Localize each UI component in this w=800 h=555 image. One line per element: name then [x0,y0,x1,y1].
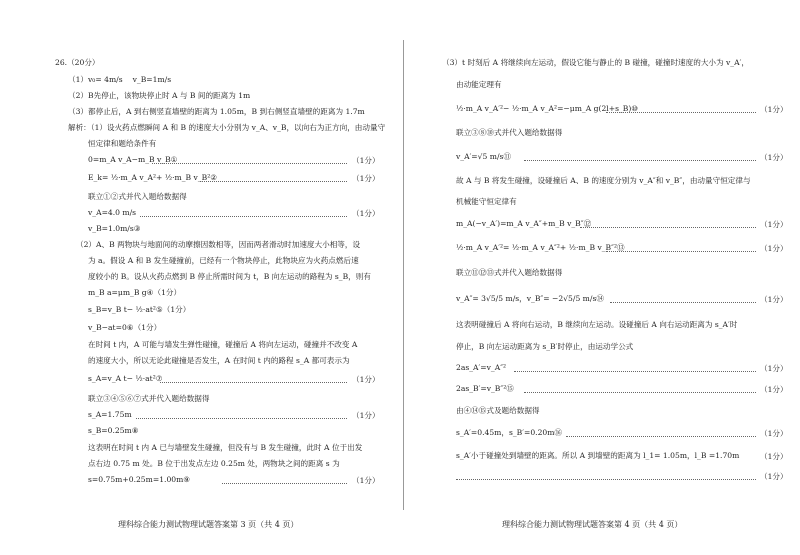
equation-10: ½·m_A v_A′²− ½·m_A v_A²=−μm_A g(2l+s_B)⑩ [456,104,639,113]
leader-dots [606,112,756,113]
result-line: s_A=1.75m [88,410,132,419]
equation-15: 2as_B′=v_B″²⑮ [456,384,514,393]
result-line: s=0.75m+0.25m=1.00m⑨ [88,475,191,484]
solution-line: 由④⑭⑮式及题给数据得 [456,406,540,415]
leader-dots [222,483,347,484]
leader-dots [514,371,756,372]
solution-line: s_A′小于碰撞处到墙壁的距离。所以 A 到墙壁的距离为 l_1= 1.05m，l_B =1.70m [456,451,740,460]
solution-line: （3）t 时刻后 A 将继续向左运动，假设它能与静止的 B 碰撞，碰撞时速度的大小为 v_A′， [442,58,749,67]
solution-line: 这表明碰撞后 A 将向右运动，B 继续向左运动。设碰撞后 A 向右运动距离为 s_A′时 [456,320,738,329]
equation-11: v_A′=√5 m/s⑪ [456,152,511,161]
result-line: s_B=0.25m⑧ [88,426,139,435]
leader-dots [524,160,756,161]
leader-dots [136,418,347,419]
solution-line: 联立①②式并代入题给数据得 [88,192,187,201]
solution-line: 由动能定理有 [456,80,502,89]
solution-line: 联立③④⑤⑥⑦式并代入题给数据得 [88,394,210,403]
equation-a: 2as_A′=v_A″² [456,363,507,372]
leader-dots [566,436,756,437]
score: （1分） [760,244,788,253]
result-line: v_A=4.0 m/s [88,208,137,217]
equation-14: v_A″= 3√5/5 m/s，v_B″= −2√5/5 m/s⑭ [456,294,604,303]
solution-line: 度较小的 B。设从火药点燃到 B 停止所需时间为 t，B 向左运动的路程为 s_B，则有 [88,272,371,281]
leader-dots [524,392,756,393]
page-divider [403,40,404,510]
equation-13: ½·m_A v_A′²= ½·m_A v_A″²+ ½·m_B v_B″²⑬ [456,243,625,252]
leader-dots [152,163,347,164]
solution-line: （2）A、B 两物块与地面间的动摩擦因数相等，因而两者滑动时加速度大小相等，设 [76,240,361,249]
leader-dots [610,302,756,303]
score: （1分） [760,429,788,438]
score: （1分） [760,105,788,114]
score: （1分） [760,452,788,461]
equation-7: s_A=v_A t− ½·at²⑦ [88,374,163,383]
score: （1分） [352,411,380,420]
score: （1分） [352,174,380,183]
solution-line: 恒定律和题给条件有 [88,139,157,148]
answer-2: （2）B先停止，该物块停止时 A 与 B 间的距离为 1m [68,91,251,100]
solution-line: 这表明在时间 t 内 A 已与墙壁发生碰撞，但没有与 B 发生碰撞，此时 A 位于出发 [88,443,363,452]
leader-dots [580,227,756,228]
solution-line: 联立③⑧⑩式并代入题给数据得 [456,128,563,137]
page-footer: 理科综合能力测试物理试题答案第 4 页（共 4 页） [502,520,683,529]
solution-line: 在时间 t 内，A 可能与墙发生弹性碰撞，碰撞后 A 将向左运动，碰撞并不改变 A [88,340,358,349]
equation-4: m_B a=μm_B g④（1分） [88,288,182,297]
page-footer: 理科综合能力测试物理试题答案第 3 页（共 4 页） [118,520,299,529]
score: （1分） [760,295,788,304]
answer-3: （3）都停止后，A 到右侧竖直墙壁的距离为 1.05m，B 到右侧竖直墙壁的距离为 1.7m [68,107,365,116]
leader-dots [606,251,756,252]
solution-line: 点右边 0.75 m 处。B 位于出发点左边 0.25m 处，两物块之间的距离 s 为 [88,459,340,468]
solution-line: 停止，B 向左运动距离为 s_B′时停止，由运动学公式 [456,342,634,351]
equation-5: s_B=v_B t− ½·at²⑤（1分） [88,305,191,314]
score: （1分） [760,385,788,394]
score: （1分） [352,375,380,384]
solution-line: 联立⑪⑫⑬式并代入题给数据得 [456,268,563,277]
score: （1分） [760,364,788,373]
score: （1分） [352,156,380,165]
score: （1分） [760,472,788,481]
equation-6: v_B−at=0⑥（1分） [88,323,162,332]
solution-line: 为 a。假设 A 和 B 发生碰撞前，已经有一个物块停止，此物块应为火药点燃后速 [88,256,359,265]
leader-dots [456,479,756,480]
leader-dots [140,216,347,217]
leader-dots [200,181,347,182]
score: （1分） [760,153,788,162]
right-page [420,0,800,555]
equation-16: s_A′=0.45m，s_B′=0.20m⑯ [456,428,563,437]
solution-line: 的速度大小，所以无论此碰撞是否发生，A 在时间 t 内的路程 s_A 都可表示为 [88,356,350,365]
equation-2: E_k= ½·m_A v_A²+ ½·m_B v_B²② [88,173,218,182]
solution-line: 解析：（1）设火药点燃瞬间 A 和 B 的速度大小分别为 v_A、v_B，以向右为正方向，由动量守 [68,123,386,132]
answer-1: （1）v₀= 4m/s v_B=1m/s [68,75,172,84]
result-line: v_B=1.0m/s③ [88,224,141,233]
score: （1分） [352,209,380,218]
leader-dots [160,382,347,383]
score: （1分） [760,220,788,229]
question-number: 26.（20分） [55,58,100,67]
left-page [0,0,386,555]
score: （1分） [352,476,380,485]
equation-12: m_A(−v_A′)=m_A v_A″+m_B v_B″⑫ [456,219,592,228]
equation-1: 0=m_A v_A−m_B v_B① [88,155,178,164]
solution-line: 故 A 与 B 将发生碰撞，设碰撞后 A、B 的速度分别为 v_A″和 v_B″，由动量守恒定律与 [456,176,751,185]
solution-line: 机械能守恒定律有 [456,197,517,206]
